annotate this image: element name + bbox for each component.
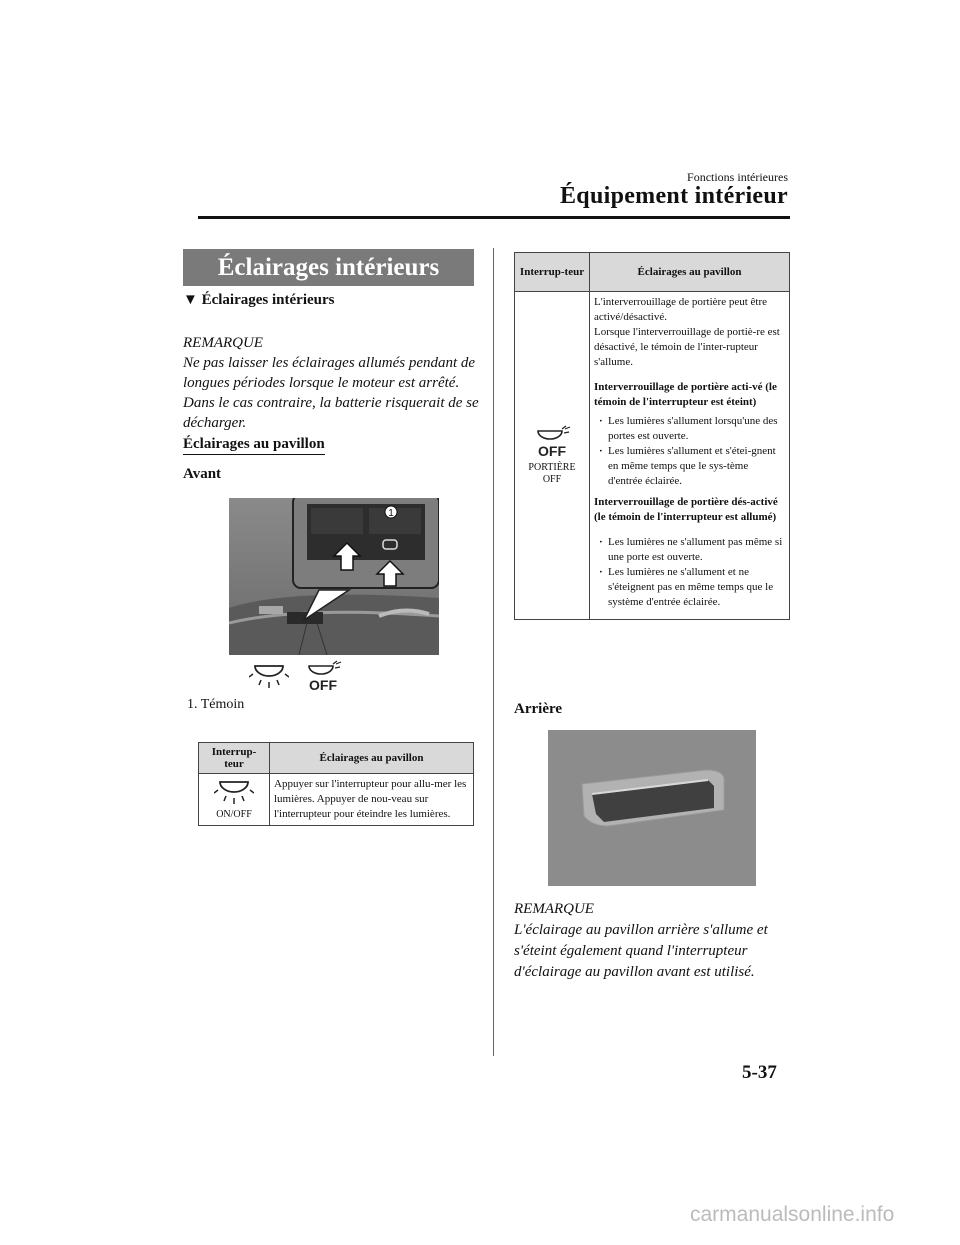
switch-cell — [515, 292, 590, 620]
col-header-switch: Interrup-teur — [199, 743, 270, 774]
header-rule — [198, 216, 790, 219]
col-header-lights: Éclairages au pavillon — [270, 743, 474, 774]
header-section: Fonctions intérieures — [687, 170, 788, 184]
dome-light-on-off-icon — [249, 660, 289, 690]
col-header-switch: Interrup-teur — [515, 253, 590, 292]
section-banner: Éclairages intérieurs — [183, 249, 474, 286]
remarque-text: L'éclairage au pavillon arrière s'allume et s'éteint également quand l'interrupteur d'éclairage au pavillon avant est utilisé. — [514, 922, 768, 980]
watermark-footer: carmanualsonline.info — [690, 1203, 895, 1226]
remarque-note-1 — [183, 333, 483, 433]
switch-table-on-off — [198, 742, 474, 826]
remarque-label: REMARQUE — [514, 901, 594, 917]
intro-text: L'interverrouillage de portière peut être activé/désactivé. — [594, 296, 768, 323]
col-header-lights: Éclairages au pavillon — [590, 253, 790, 292]
switch-label: PORTIÈRE OFF — [528, 462, 576, 485]
list-item: · Les lumières s'allument lorsqu'une des portes est ouverte. — [608, 414, 785, 444]
switch-label: ON/OFF — [216, 809, 252, 820]
description-cell: Appuyer sur l'interrupteur pour allu-mer les lumières. Appuyer de nou-veau sur l'interrupteur pour éteindre les lumières. — [270, 774, 474, 826]
description-cell — [590, 292, 790, 620]
page-number: 5-37 — [742, 1062, 777, 1083]
header-chapter: Équipement intérieur — [560, 183, 788, 209]
active-list — [594, 414, 785, 489]
off-label: OFF — [538, 443, 566, 459]
dome-light-icon — [214, 778, 254, 806]
inactive-list — [594, 535, 785, 610]
avant-heading: Avant — [183, 466, 222, 482]
intro-text-2: Lorsque l'interverrouillage de portiè-re est désactivé, le témoin de l'inter-rupteur s'allume. — [594, 326, 780, 368]
figure-caption: 1. Témoin — [187, 697, 245, 712]
subsection-title: Éclairages au pavillon — [183, 436, 325, 455]
inactive-heading: Interverrouillage de portière dés-activé (le témoin de l'interrupteur est allumé) — [594, 496, 778, 523]
section-title: ▼ Éclairages intérieurs — [183, 292, 335, 308]
list-item: · Les lumières s'allument et s'étei-gnent en même temps que le sys-tème d'entrée éclairée. — [608, 444, 785, 489]
remarque-text: Ne pas laisser les éclairages allumés pendant de longues périodes lorsque le moteur est arrêté. Dans le cas contraire, la batterie risquerait de se décharger. — [183, 355, 479, 431]
remarque-note-2 — [514, 899, 804, 983]
callout-1: 1 — [388, 508, 394, 519]
switch-table-door — [514, 252, 790, 620]
front-lamp-photo — [229, 498, 439, 655]
arriere-heading: Arrière — [514, 701, 563, 717]
door-off-icon — [303, 660, 343, 692]
switch-cell — [199, 774, 270, 826]
door-off-icon — [532, 425, 572, 459]
column-divider — [493, 248, 494, 1056]
remarque-label: REMARQUE — [183, 335, 263, 351]
list-item: · Les lumières ne s'allument et ne s'éteignent pas en même temps que le système d'entrée éclairée. — [608, 565, 785, 610]
off-label: OFF — [309, 677, 337, 692]
active-heading: Interverrouillage de portière acti-vé (le témoin de l'interrupteur est éteint) — [594, 381, 777, 408]
list-item: · Les lumières ne s'allument pas même si une porte est ouverte. — [608, 535, 785, 565]
rear-lamp-photo — [548, 730, 756, 886]
